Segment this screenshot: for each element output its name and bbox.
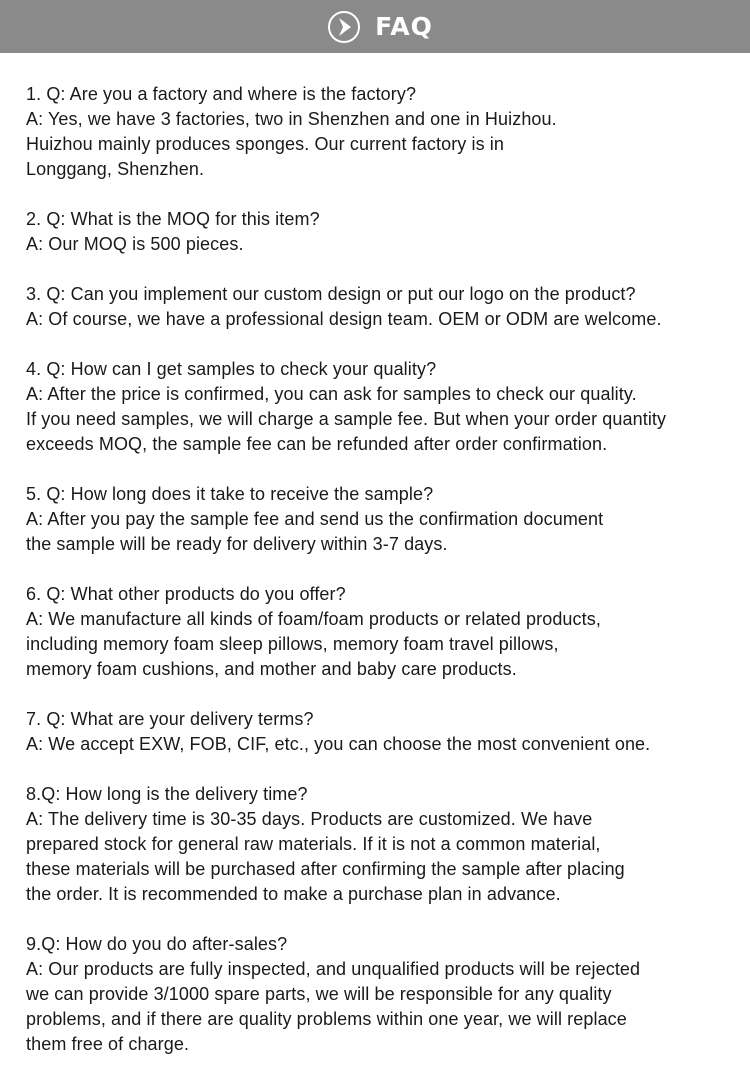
faq-answer-line: A: Our products are fully inspected, and unqualified products will be rejected (26, 959, 641, 979)
faq-answer-line: A: The delivery time is 30-35 days. Products are customized. We have (26, 809, 593, 829)
faq-item (26, 782, 746, 907)
page-title: FAQ (375, 12, 433, 41)
faq-answer-line: we can provide 3/1000 spare parts, we will be responsible for any quality (26, 984, 612, 1004)
faq-answer-line: including memory foam sleep pillows, memory foam travel pillows, (26, 634, 559, 654)
faq-answer-line: memory foam cushions, and mother and baby care products. (26, 659, 517, 679)
faq-answer-line: these materials will be purchased after confirming the sample after placing (26, 859, 625, 879)
faq-question: 5. Q: How long does it take to receive the sample? (26, 484, 434, 504)
faq-question: 3. Q: Can you implement our custom design or put our logo on the product? (26, 284, 636, 304)
faq-answer-line: A: We accept EXW, FOB, CIF, etc., you can choose the most convenient one. (26, 734, 651, 754)
faq-answer-line: A: Our MOQ is 500 pieces. (26, 234, 244, 254)
faq-question: 7. Q: What are your delivery terms? (26, 709, 314, 729)
faq-item (26, 82, 746, 182)
faq-question: 9.Q: How do you do after-sales? (26, 934, 288, 954)
faq-header (0, 0, 750, 53)
faq-answer-line: If you need samples, we will charge a sample fee. But when your order quantity (26, 409, 667, 429)
faq-item (26, 582, 746, 682)
faq-answer-line: A: Yes, we have 3 factories, two in Shenzhen and one in Huizhou. (26, 109, 557, 129)
faq-question: 6. Q: What other products do you offer? (26, 584, 346, 604)
faq-item (26, 707, 746, 757)
faq-item (26, 282, 746, 332)
faq-item (26, 207, 746, 257)
arrow-right-circle-icon (327, 10, 361, 44)
faq-answer-line: them free of charge. (26, 1034, 190, 1054)
faq-answer-line: A: We manufacture all kinds of foam/foam products or related products, (26, 609, 601, 629)
faq-item (26, 357, 746, 457)
faq-answer-line: the order. It is recommended to make a purchase plan in advance. (26, 884, 561, 904)
faq-answer-line: problems, and if there are quality problems within one year, we will replace (26, 1009, 627, 1029)
faq-answer-line: A: After the price is confirmed, you can ask for samples to check our quality. (26, 384, 637, 404)
faq-answer-line: Longgang, Shenzhen. (26, 159, 205, 179)
faq-question: 8.Q: How long is the delivery time? (26, 784, 308, 804)
faq-answer-line: prepared stock for general raw materials. If it is not a common material, (26, 834, 601, 854)
faq-item (26, 482, 746, 557)
faq-question: 2. Q: What is the MOQ for this item? (26, 209, 320, 229)
faq-answer-line: Huizhou mainly produces sponges. Our current factory is in (26, 134, 505, 154)
header-content (327, 10, 433, 44)
faq-question: 1. Q: Are you a factory and where is the factory? (26, 84, 417, 104)
faq-item (26, 932, 746, 1057)
faq-answer-line: the sample will be ready for delivery within 3-7 days. (26, 534, 448, 554)
faq-question: 4. Q: How can I get samples to check your quality? (26, 359, 437, 379)
faq-list (26, 82, 746, 1082)
faq-answer-line: A: Of course, we have a professional design team. OEM or ODM are welcome. (26, 309, 662, 329)
faq-answer-line: A: After you pay the sample fee and send us the confirmation document (26, 509, 604, 529)
faq-answer-line: exceeds MOQ, the sample fee can be refunded after order confirmation. (26, 434, 608, 454)
